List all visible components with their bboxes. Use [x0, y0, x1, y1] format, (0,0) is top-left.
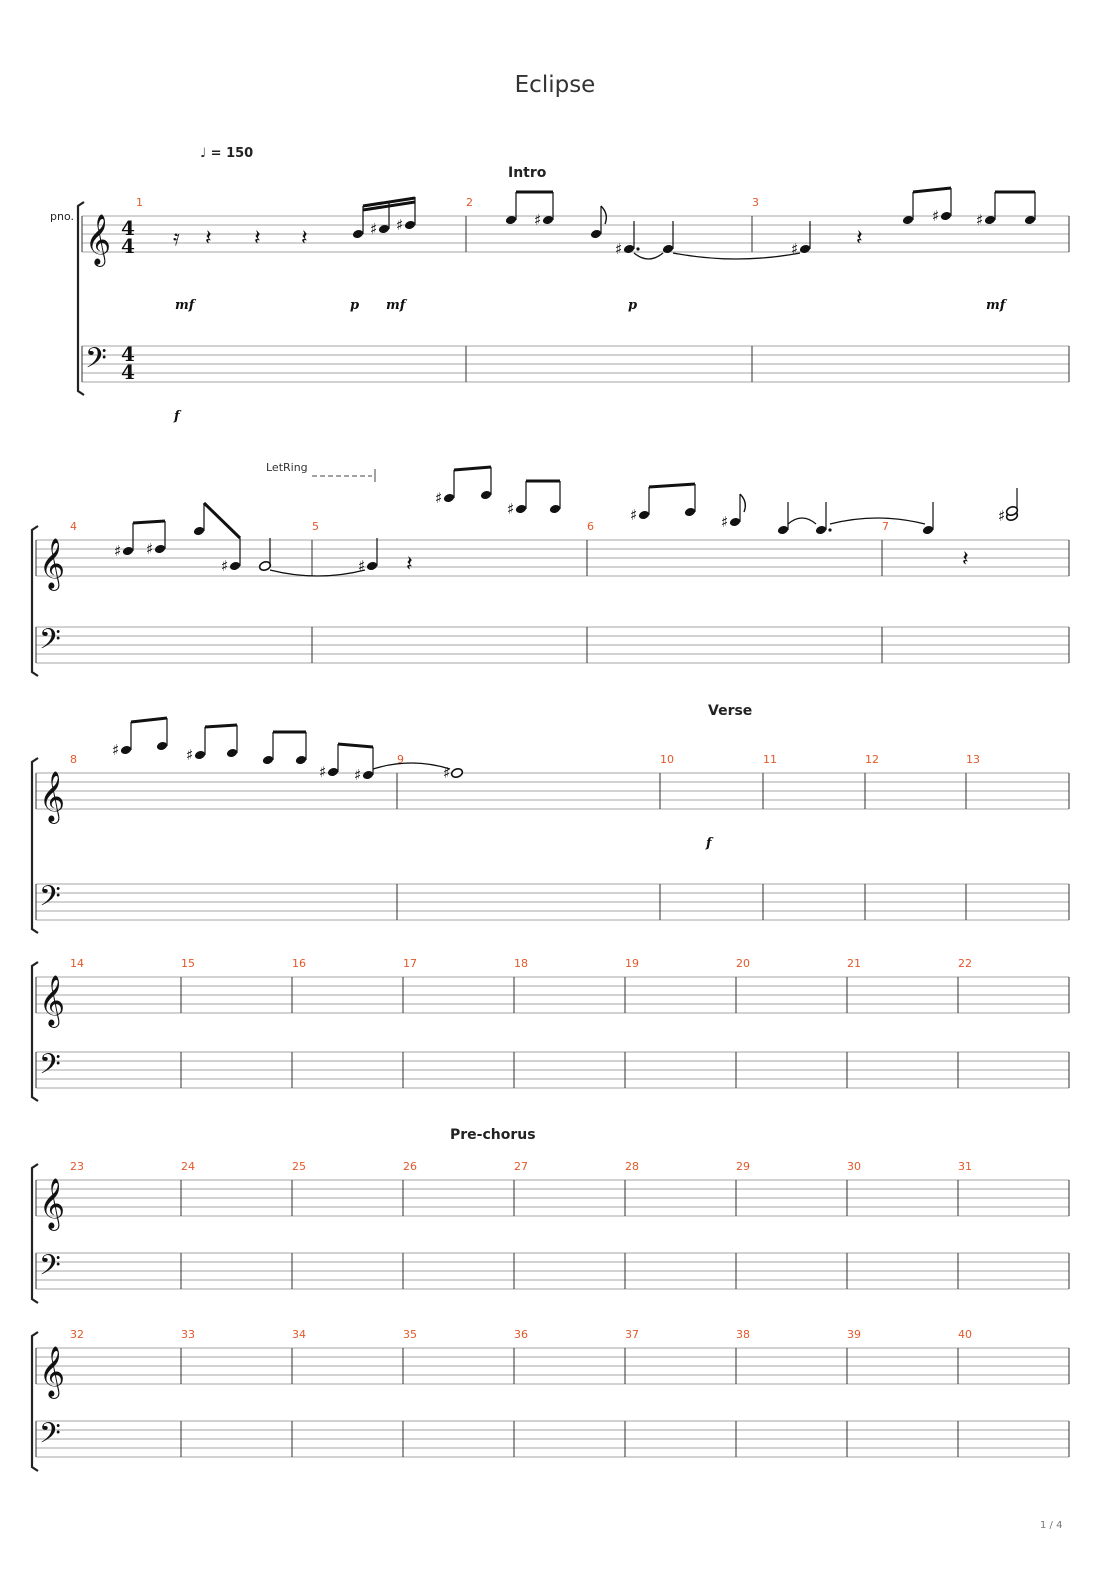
- beam: [338, 744, 373, 747]
- treble-clef-icon: 𝄞: [39, 1178, 66, 1229]
- measure-number: 36: [514, 1328, 528, 1341]
- measure-number: 29: [736, 1160, 750, 1173]
- note: [186, 727, 206, 764]
- sharp-icon: ♯: [370, 220, 378, 238]
- sharp-icon: ♯: [358, 557, 366, 575]
- time-sig-top-treble: 4: [121, 216, 135, 240]
- instrument-label: pno.: [50, 210, 74, 223]
- section-prechorus: Pre-chorus: [450, 1127, 536, 1143]
- sharp-icon: ♯: [186, 746, 194, 764]
- notehead: [366, 561, 378, 572]
- flag: [601, 206, 606, 224]
- notehead: [799, 244, 811, 255]
- note: [976, 192, 996, 229]
- quarter-rest-icon: 𝄽: [301, 226, 308, 251]
- quarter-rest-icon: 𝄽: [254, 226, 261, 251]
- note: [114, 523, 134, 560]
- tempo-value: = 150: [210, 146, 254, 161]
- notehead: [404, 220, 416, 231]
- quarter-rest-icon: 𝄽: [205, 226, 212, 251]
- sharp-icon: ♯: [630, 506, 638, 524]
- note: [684, 484, 696, 517]
- notehead: [549, 504, 561, 515]
- notehead: [362, 770, 374, 781]
- sharp-icon: ♯: [976, 211, 984, 229]
- system-bracket: [78, 202, 84, 395]
- measure-number: 15: [181, 957, 195, 970]
- sharp-icon: ♯: [507, 500, 515, 518]
- quarter-rest-icon: 𝄽: [406, 552, 413, 577]
- time-sig-top-bass: 4: [121, 342, 135, 366]
- treble-clef-icon: 𝄞: [39, 771, 66, 822]
- measure-number: 27: [514, 1160, 528, 1173]
- measure-number: 18: [514, 957, 528, 970]
- notehead: [662, 244, 674, 255]
- dynamic-f-2: f: [706, 836, 712, 851]
- notehead: [515, 504, 527, 515]
- measure-number: 16: [292, 957, 306, 970]
- note: [721, 494, 745, 531]
- notehead: [922, 525, 934, 536]
- sharp-icon: ♯: [146, 540, 154, 558]
- note: [630, 487, 650, 524]
- system-bracket: [32, 1164, 38, 1303]
- system-bracket: [32, 758, 38, 933]
- beam: [133, 521, 165, 523]
- treble-clef-icon: 𝄞: [39, 975, 66, 1026]
- note: [615, 221, 640, 258]
- note: [505, 192, 517, 225]
- page-number: 1 / 4: [1040, 1520, 1063, 1531]
- dynamic-p-1: p: [350, 298, 360, 313]
- note: [226, 725, 238, 758]
- tie: [270, 570, 365, 576]
- dot: [828, 528, 831, 531]
- tie: [634, 253, 663, 259]
- measure-number: 10: [660, 753, 674, 766]
- measure-number: 8: [70, 753, 77, 766]
- measure-number: 20: [736, 957, 750, 970]
- dot: [636, 247, 639, 250]
- measure-number: 22: [958, 957, 972, 970]
- sharp-icon: ♯: [435, 489, 443, 507]
- measure-number: 21: [847, 957, 861, 970]
- beam: [205, 725, 237, 727]
- note: [435, 470, 455, 507]
- measure-number: 35: [403, 1328, 417, 1341]
- system-bracket: [32, 962, 38, 1101]
- note: [146, 521, 166, 558]
- bass-clef-icon: 𝄢: [39, 1249, 61, 1289]
- sharp-icon: ♯: [396, 216, 404, 234]
- note: [295, 732, 307, 765]
- bass-clef-icon: 𝄢: [85, 342, 107, 382]
- note: [791, 221, 811, 258]
- section-verse: Verse: [708, 703, 753, 719]
- note: [193, 503, 205, 536]
- note: [443, 764, 464, 782]
- notehead: [156, 741, 168, 752]
- beam: [204, 503, 240, 538]
- staves: [32, 202, 1069, 1471]
- note: [352, 206, 364, 239]
- measure-number: 37: [625, 1328, 639, 1341]
- notehead: [154, 544, 166, 555]
- measure-number: 39: [847, 1328, 861, 1341]
- system-bracket: [32, 1332, 38, 1471]
- notehead: [226, 748, 238, 759]
- measure-number: 38: [736, 1328, 750, 1341]
- measure-number: 2: [466, 196, 473, 209]
- notehead: [815, 525, 827, 536]
- note: [549, 481, 561, 514]
- notehead: [480, 490, 492, 501]
- bass-clef-icon: 𝄢: [39, 1417, 61, 1457]
- notehead: [327, 767, 339, 778]
- measure-number: 25: [292, 1160, 306, 1173]
- measure-number: 31: [958, 1160, 972, 1173]
- notehead: [450, 767, 463, 778]
- dynamic-mf-1: mf: [175, 298, 195, 313]
- treble-clef-icon: 𝄞: [39, 538, 66, 589]
- note: [112, 722, 132, 759]
- measure-number: 11: [763, 753, 777, 766]
- notehead: [120, 745, 132, 756]
- sharp-icon: ♯: [932, 207, 940, 225]
- bass-clef-icon: 𝄢: [39, 880, 61, 920]
- sharp-icon: ♯: [791, 240, 799, 258]
- notation: [112, 188, 1036, 784]
- note: [156, 718, 168, 751]
- sharp-icon: ♯: [721, 513, 729, 531]
- notehead: [684, 507, 696, 518]
- beam: [131, 718, 167, 722]
- notehead: [638, 510, 650, 521]
- measure-number: 26: [403, 1160, 417, 1173]
- beam: [649, 484, 695, 487]
- notehead: [940, 211, 952, 222]
- sharp-icon: ♯: [615, 240, 623, 258]
- notehead: [262, 755, 274, 766]
- note: [319, 744, 339, 781]
- note: [507, 481, 527, 518]
- measure-number: 9: [397, 753, 404, 766]
- measure-number: 34: [292, 1328, 306, 1341]
- notehead: [295, 755, 307, 766]
- note: [777, 502, 789, 535]
- sharp-icon: ♯: [443, 764, 451, 782]
- notehead: [443, 493, 455, 504]
- note: [1024, 192, 1036, 225]
- note: [932, 188, 952, 225]
- measure-number: 1: [136, 196, 143, 209]
- quarter-rest-icon: 𝄽: [856, 226, 863, 251]
- notehead: [777, 525, 789, 536]
- measure-number: 14: [70, 957, 84, 970]
- notehead: [193, 526, 205, 537]
- measure-number: 13: [966, 753, 980, 766]
- note: [815, 502, 832, 535]
- measure-number: 17: [403, 957, 417, 970]
- measure-number: 24: [181, 1160, 195, 1173]
- sharp-icon: ♯: [354, 766, 362, 784]
- dynamic-mf-3: mf: [986, 298, 1006, 313]
- measure-number: 33: [181, 1328, 195, 1341]
- measure-number: 6: [587, 520, 594, 533]
- beam: [913, 188, 951, 192]
- time-sig-bottom-treble: 4: [121, 234, 135, 258]
- notehead: [352, 229, 364, 240]
- quarter-note-icon: ♩: [200, 146, 207, 161]
- let-ring-label: LetRing: [266, 461, 308, 474]
- tie: [673, 253, 800, 259]
- note: [221, 538, 241, 575]
- tie: [373, 763, 450, 769]
- note: [902, 192, 914, 225]
- treble-clef-icon: 𝄞: [39, 1346, 66, 1397]
- flag: [740, 494, 745, 512]
- notehead: [229, 561, 241, 572]
- measure-number: 5: [312, 520, 319, 533]
- sharp-icon: ♯: [221, 557, 229, 575]
- note: [662, 221, 674, 254]
- sharp-icon: ♯: [114, 542, 122, 560]
- tie: [830, 518, 925, 524]
- sharp-icon: ♯: [319, 763, 327, 781]
- measure-number: 19: [625, 957, 639, 970]
- note: [354, 747, 374, 784]
- section-intro: Intro: [508, 165, 547, 181]
- measure-numbers: [70, 196, 980, 1341]
- notehead: [590, 229, 602, 240]
- system-bracket: [32, 526, 38, 676]
- notehead: [194, 750, 206, 761]
- note: [262, 732, 274, 765]
- score-title: Eclipse: [514, 72, 596, 98]
- measure-number: 32: [70, 1328, 84, 1341]
- sixteenth-rest-icon: 𝄿: [173, 226, 180, 251]
- measure-number: 4: [70, 520, 77, 533]
- treble-clef-icon: 𝄞: [85, 214, 112, 265]
- dynamic-f-1: f: [174, 409, 180, 424]
- measure-number: 28: [625, 1160, 639, 1173]
- notehead: [623, 244, 635, 255]
- note: [480, 467, 492, 500]
- note: [534, 192, 554, 229]
- beam: [454, 467, 491, 470]
- measure-number: 12: [865, 753, 879, 766]
- sharp-icon: ♯: [534, 211, 542, 229]
- dynamic-p-2: p: [628, 298, 638, 313]
- notehead: [122, 546, 134, 557]
- bass-clef-icon: 𝄢: [39, 623, 61, 663]
- measure-number: 23: [70, 1160, 84, 1173]
- sharp-icon: ♯: [112, 741, 120, 759]
- bass-clef-icon: 𝄢: [39, 1048, 61, 1088]
- note: [358, 538, 378, 575]
- note: [258, 538, 271, 572]
- dynamic-mf-2: mf: [386, 298, 406, 313]
- measure-number: 40: [958, 1328, 972, 1341]
- measure-number: 7: [882, 520, 889, 533]
- measure-number: 30: [847, 1160, 861, 1173]
- note: [922, 502, 934, 535]
- time-sig-bottom-bass: 4: [121, 360, 135, 384]
- tie: [788, 518, 816, 524]
- sharp-icon: ♯: [998, 507, 1006, 525]
- notehead: [729, 517, 741, 528]
- quarter-rest-icon: 𝄽: [962, 547, 969, 572]
- measure-number: 3: [752, 196, 759, 209]
